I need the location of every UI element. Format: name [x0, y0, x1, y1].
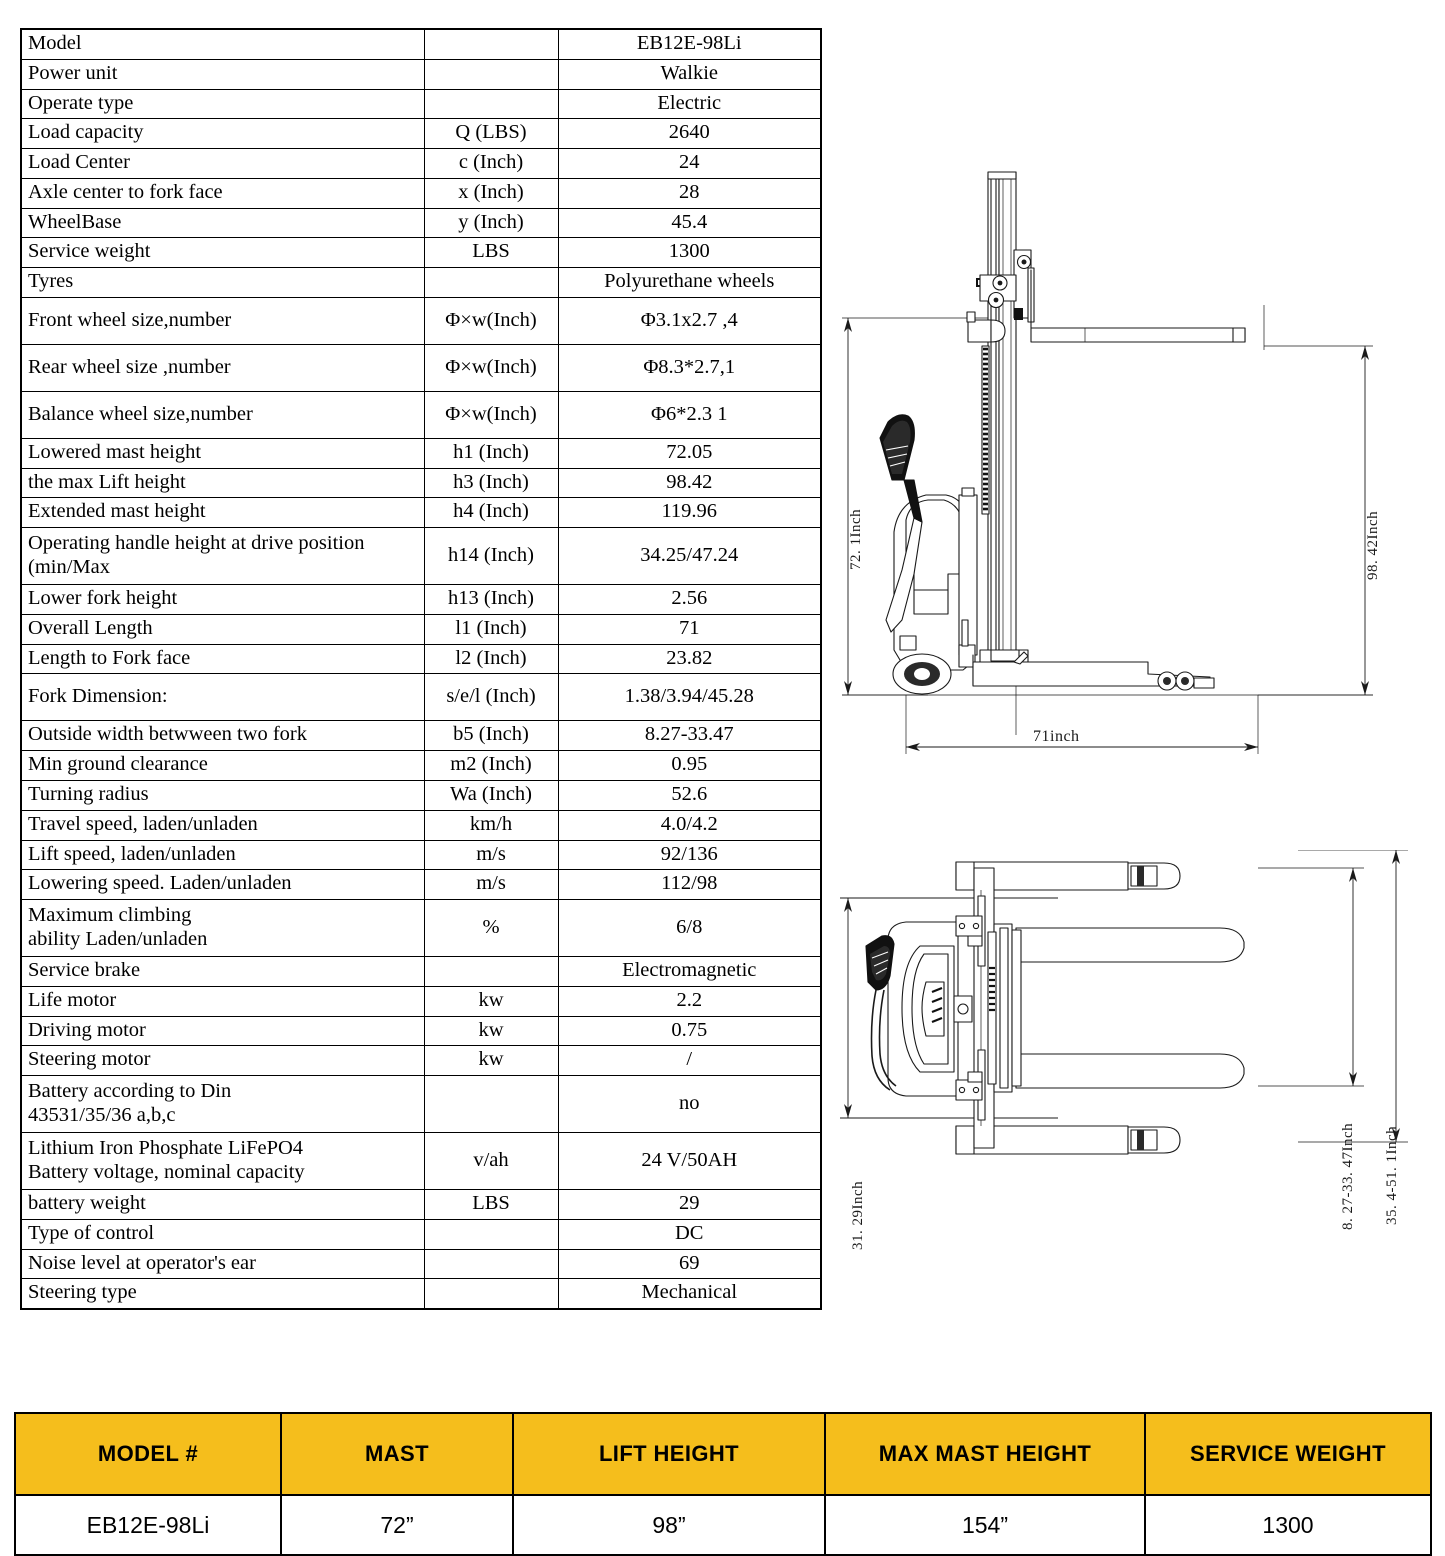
spec-row — [21, 1190, 821, 1220]
spec-row — [21, 1219, 821, 1249]
spec-symbol-unit: kw — [424, 1016, 558, 1046]
spec-parameter-label: Load Center — [21, 149, 424, 179]
spec-parameter-label: Front wheel size,number — [21, 297, 424, 344]
spec-parameter-label: Tyres — [21, 268, 424, 298]
spec-value: 72.05 — [558, 438, 821, 468]
spec-row — [21, 208, 821, 238]
spec-parameter-label: Min ground clearance — [21, 751, 424, 781]
spec-parameter-label: Service weight — [21, 238, 424, 268]
spec-row — [21, 674, 821, 721]
spec-parameter-label: Steering motor — [21, 1046, 424, 1076]
spec-parameter-label: Axle center to fork face — [21, 178, 424, 208]
spec-parameter-label: Service brake — [21, 957, 424, 987]
spec-value: 2.2 — [558, 986, 821, 1016]
spec-value: no — [558, 1076, 821, 1133]
spec-row — [21, 29, 821, 59]
summary-value-row — [15, 1495, 1431, 1555]
spec-value: 34.25/47.24 — [558, 528, 821, 585]
dim-fork-outside-width-label: 8. 27-33. 47Inch — [1340, 1122, 1356, 1230]
spec-symbol-unit: c (Inch) — [424, 149, 558, 179]
spec-row — [21, 751, 821, 781]
dim-max-lift-height-label: 98. 42Inch — [1365, 510, 1381, 580]
spec-parameter-label: Load capacity — [21, 119, 424, 149]
spec-parameter-line1: Maximum climbing — [28, 903, 192, 926]
spec-symbol-unit: Φ×w(Inch) — [424, 297, 558, 344]
spec-parameter-label: Turning radius — [21, 781, 424, 811]
spec-parameter-label: Outside width betwween two fork — [21, 721, 424, 751]
spec-row — [21, 810, 821, 840]
spec-parameter-label: Lower fork height — [21, 585, 424, 615]
spec-symbol-unit — [424, 957, 558, 987]
spec-value: 28 — [558, 178, 821, 208]
spec-value: 0.75 — [558, 1016, 821, 1046]
summary-value-cell: EB12E-98Li — [15, 1495, 281, 1555]
spec-value: 24 — [558, 149, 821, 179]
spec-row — [21, 1076, 821, 1133]
spec-symbol-unit: LBS — [424, 1190, 558, 1220]
spec-value: Electromagnetic — [558, 957, 821, 987]
spec-parameter-label: Extended mast height — [21, 498, 424, 528]
spec-row — [21, 89, 821, 119]
spec-value: EB12E-98Li — [558, 29, 821, 59]
spec-value: 0.95 — [558, 751, 821, 781]
spec-row — [21, 1016, 821, 1046]
summary-header-cell: LIFT HEIGHT — [513, 1413, 825, 1495]
spec-value: 119.96 — [558, 498, 821, 528]
spec-value: Walkie — [558, 59, 821, 89]
spec-parameter-label: Rear wheel size ,number — [21, 344, 424, 391]
spec-symbol-unit: v/ah — [424, 1133, 558, 1190]
spec-symbol-unit: s/e/l (Inch) — [424, 674, 558, 721]
spec-symbol-unit: y (Inch) — [424, 208, 558, 238]
spec-row — [21, 986, 821, 1016]
spec-parameter-label: Model — [21, 29, 424, 59]
spec-parameter-line1: Lithium Iron Phosphate LiFePO4 — [28, 1136, 304, 1159]
spec-symbol-unit — [424, 59, 558, 89]
spec-row — [21, 1133, 821, 1190]
spec-symbol-unit: Wa (Inch) — [424, 781, 558, 811]
spec-symbol-unit: m/s — [424, 840, 558, 870]
spec-row — [21, 840, 821, 870]
summary-value-cell: 1300 — [1145, 1495, 1431, 1555]
spec-row — [21, 900, 821, 957]
spec-parameter-line1: Battery according to Din — [28, 1079, 232, 1102]
summary-value-cell: 72” — [281, 1495, 513, 1555]
spec-symbol-unit: h4 (Inch) — [424, 498, 558, 528]
spec-row — [21, 297, 821, 344]
spec-row — [21, 585, 821, 615]
spec-parameter-label: Length to Fork face — [21, 644, 424, 674]
spec-row — [21, 781, 821, 811]
spec-parameter-label: Type of control — [21, 1219, 424, 1249]
spec-row — [21, 119, 821, 149]
spec-symbol-unit: h1 (Inch) — [424, 438, 558, 468]
summary-header-cell: SERVICE WEIGHT — [1145, 1413, 1431, 1495]
spec-parameter-label: Lowering speed. Laden/unladen — [21, 870, 424, 900]
summary-header-row — [15, 1413, 1431, 1495]
spec-row — [21, 344, 821, 391]
spec-parameter-label: Life motor — [21, 986, 424, 1016]
spec-value: Φ3.1x2.7 ,4 — [558, 297, 821, 344]
spec-row — [21, 59, 821, 89]
spec-symbol-unit: km/h — [424, 810, 558, 840]
spec-value: 92/136 — [558, 840, 821, 870]
spec-row — [21, 614, 821, 644]
spec-parameter-label: Overall Length — [21, 614, 424, 644]
spec-symbol-unit: m2 (Inch) — [424, 751, 558, 781]
spec-parameter-label: Operate type — [21, 89, 424, 119]
spec-value: 112/98 — [558, 870, 821, 900]
spec-row — [21, 438, 821, 468]
spec-value: 98.42 — [558, 468, 821, 498]
spec-parameter-label — [21, 900, 424, 957]
spec-symbol-unit: kw — [424, 986, 558, 1016]
spec-parameter-label: Driving motor — [21, 1016, 424, 1046]
spec-row — [21, 721, 821, 751]
spec-parameter-label: Lift speed, laden/unladen — [21, 840, 424, 870]
summary-table-container — [14, 1412, 1430, 1556]
spec-value: 69 — [558, 1249, 821, 1279]
spec-parameter-label: battery weight — [21, 1190, 424, 1220]
spec-symbol-unit: l1 (Inch) — [424, 614, 558, 644]
spec-symbol-unit — [424, 29, 558, 59]
spec-symbol-unit — [424, 1076, 558, 1133]
spec-parameter-label: Fork Dimension: — [21, 674, 424, 721]
spec-value: DC — [558, 1219, 821, 1249]
spec-parameter-line2: ability Laden/unladen — [28, 927, 208, 950]
spec-row — [21, 149, 821, 179]
spec-value: 52.6 — [558, 781, 821, 811]
spec-symbol-unit: l2 (Inch) — [424, 644, 558, 674]
spec-value: 6/8 — [558, 900, 821, 957]
dim-fork-spread-label: 35. 4-51. 1Inch — [1384, 1125, 1400, 1225]
spec-parameter-label: Lowered mast height — [21, 438, 424, 468]
summary-header-cell: MAX MAST HEIGHT — [825, 1413, 1145, 1495]
spec-value: 4.0/4.2 — [558, 810, 821, 840]
spec-value: 23.82 — [558, 644, 821, 674]
spec-parameter-label — [21, 1076, 424, 1133]
spec-symbol-unit — [424, 1249, 558, 1279]
spec-value: / — [558, 1046, 821, 1076]
spec-symbol-unit: b5 (Inch) — [424, 721, 558, 751]
spec-parameter-label: Power unit — [21, 59, 424, 89]
spec-parameter-line2: 43531/35/36 a,b,c — [28, 1103, 176, 1126]
spec-row — [21, 1046, 821, 1076]
spec-symbol-unit: h14 (Inch) — [424, 528, 558, 585]
spec-row — [21, 957, 821, 987]
spec-symbol-unit: m/s — [424, 870, 558, 900]
spec-value: 2640 — [558, 119, 821, 149]
spec-row — [21, 238, 821, 268]
spec-symbol-unit — [424, 1279, 558, 1309]
dim-overall-length-label: 71inch — [1033, 728, 1080, 745]
specification-table — [20, 28, 822, 1310]
spec-symbol-unit: % — [424, 900, 558, 957]
spec-value: Mechanical — [558, 1279, 821, 1309]
spec-parameter-label — [21, 1133, 424, 1190]
spec-row — [21, 498, 821, 528]
spec-symbol-unit: x (Inch) — [424, 178, 558, 208]
spec-value: Φ8.3*2.7,1 — [558, 344, 821, 391]
spec-value: Φ6*2.3 1 — [558, 391, 821, 438]
spec-value: 1.38/3.94/45.28 — [558, 674, 821, 721]
spec-parameter-line2: Battery voltage, nominal capacity — [28, 1160, 305, 1183]
spec-row — [21, 178, 821, 208]
summary-header-cell: MAST — [281, 1413, 513, 1495]
spec-row — [21, 644, 821, 674]
spec-parameter-label: Balance wheel size,number — [21, 391, 424, 438]
spec-value: Polyurethane wheels — [558, 268, 821, 298]
spec-value: 71 — [558, 614, 821, 644]
spec-row — [21, 391, 821, 438]
spec-symbol-unit: Φ×w(Inch) — [424, 391, 558, 438]
spec-value: 45.4 — [558, 208, 821, 238]
spec-symbol-unit: kw — [424, 1046, 558, 1076]
summary-value-cell: 154” — [825, 1495, 1145, 1555]
summary-value-cell: 98” — [513, 1495, 825, 1555]
spec-row — [21, 268, 821, 298]
spec-symbol-unit: Φ×w(Inch) — [424, 344, 558, 391]
spec-row — [21, 870, 821, 900]
spec-symbol-unit — [424, 89, 558, 119]
spec-parameter-label: Operating handle height at drive position (min/Max — [21, 528, 424, 585]
spec-parameter-label: Travel speed, laden/unladen — [21, 810, 424, 840]
spec-value: 1300 — [558, 238, 821, 268]
spec-parameter-label: WheelBase — [21, 208, 424, 238]
specification-table-container — [20, 28, 820, 1310]
spec-row — [21, 528, 821, 585]
spec-symbol-unit — [424, 268, 558, 298]
spec-value: 8.27-33.47 — [558, 721, 821, 751]
spec-row — [21, 1279, 821, 1309]
spec-symbol-unit — [424, 1219, 558, 1249]
spec-symbol-unit: Q (LBS) — [424, 119, 558, 149]
spec-value: 2.56 — [558, 585, 821, 615]
spec-symbol-unit: h3 (Inch) — [424, 468, 558, 498]
spec-symbol-unit: LBS — [424, 238, 558, 268]
dim-overall-width-label: 31. 29Inch — [850, 1180, 866, 1250]
spec-parameter-label: Steering type — [21, 1279, 424, 1309]
spec-value: 24 V/50AH — [558, 1133, 821, 1190]
summary-header-cell: MODEL # — [15, 1413, 281, 1495]
spec-parameter-label: Noise level at operator's ear — [21, 1249, 424, 1279]
spec-parameter-label: the max Lift height — [21, 468, 424, 498]
spec-row — [21, 1249, 821, 1279]
spec-value: Electric — [558, 89, 821, 119]
side-elevation-drawing — [828, 150, 1438, 790]
spec-symbol-unit: h13 (Inch) — [424, 585, 558, 615]
model-summary-table — [14, 1412, 1432, 1556]
technical-drawings-panel — [828, 150, 1438, 1380]
spec-value: 29 — [558, 1190, 821, 1220]
spec-row — [21, 468, 821, 498]
dim-lowered-mast-height-label: 72. 1Inch — [848, 508, 864, 570]
